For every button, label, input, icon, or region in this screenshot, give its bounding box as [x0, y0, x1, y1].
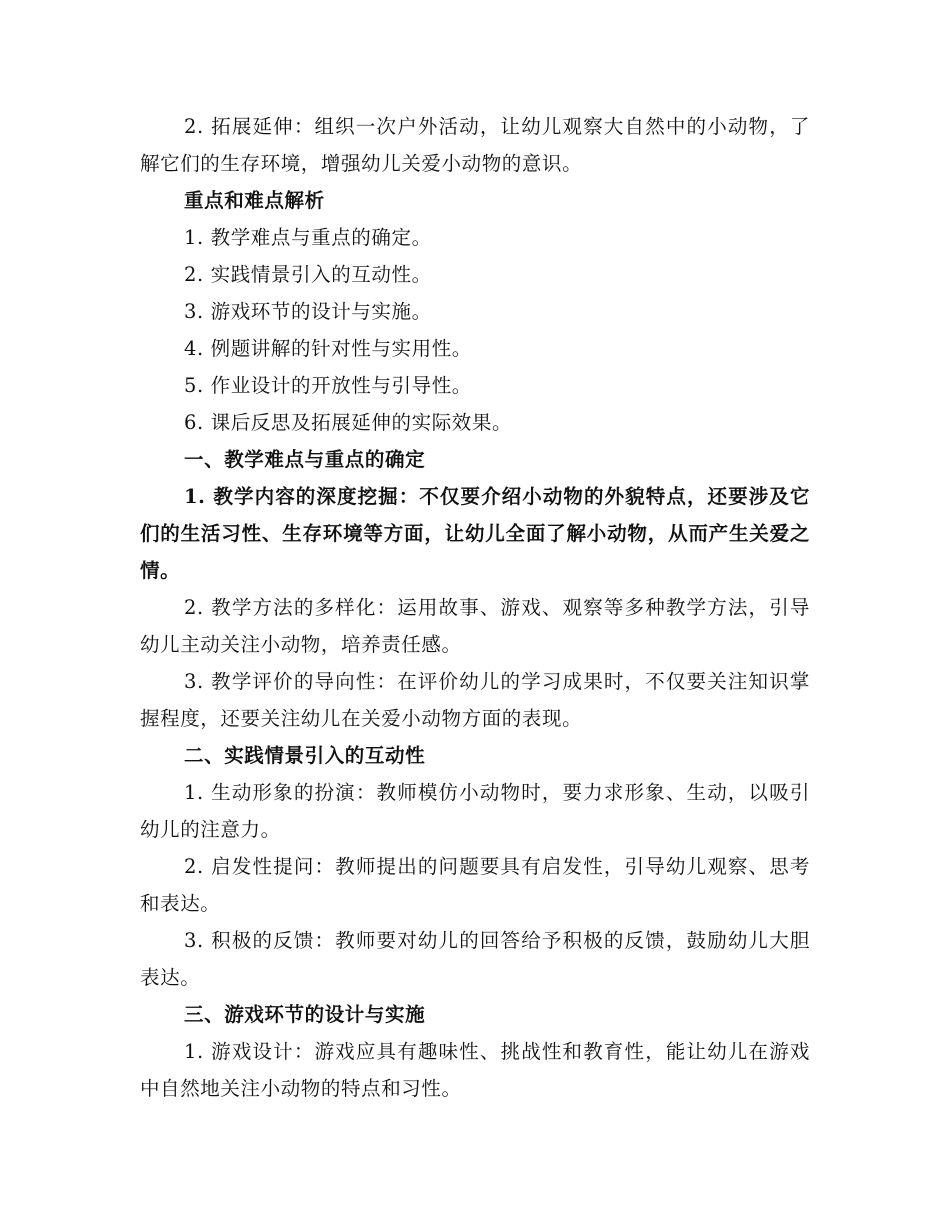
paragraph-extension: 2. 拓展延伸：组织一次户外活动，让幼儿观察大自然中的小动物，了解它们的生存环境，增强幼儿关爱小动物的意识。 [140, 115, 810, 175]
list-item: 6. 课后反思及拓展延伸的实际效果。 [184, 411, 513, 434]
list-item: 2. 实践情景引入的互动性。 [184, 263, 432, 286]
section-heading-1: 一、教学难点与重点的确定 [184, 448, 426, 471]
list-item: 3. 游戏环节的设计与实施。 [184, 300, 432, 323]
paragraph: 3. 积极的反馈：教师要对幼儿的回答给予积极的反馈，鼓励幼儿大胆表达。 [140, 929, 810, 989]
paragraph: 2. 启发性提问：教师提出的问题要具有启发性，引导幼儿观察、思考和表达。 [140, 855, 810, 915]
list-item: 5. 作业设计的开放性与引导性。 [184, 374, 472, 397]
list-item: 1. 教学难点与重点的确定。 [184, 226, 432, 249]
document-body [140, 108, 810, 1107]
list-item: 4. 例题讲解的针对性与实用性。 [184, 337, 472, 360]
paragraph-bold: 1. 教学内容的深度挖掘：不仅要介绍小动物的外貌特点，还要涉及它们的生活习性、生存环境等方面，让幼儿全面了解小动物，从而产生关爱之情。 [140, 485, 810, 582]
paragraph: 3. 教学评价的导向性：在评价幼儿的学习成果时，不仅要关注知识掌握程度，还要关注幼儿在关爱小动物方面的表现。 [140, 670, 810, 730]
paragraph: 1. 生动形象的扮演：教师模仿小动物时，要力求形象、生动，以吸引幼儿的注意力。 [140, 781, 810, 841]
heading-key-points: 重点和难点解析 [184, 189, 325, 212]
section-heading-2: 二、实践情景引入的互动性 [184, 744, 426, 767]
section-heading-3: 三、游戏环节的设计与实施 [184, 1003, 426, 1026]
paragraph: 2. 教学方法的多样化：运用故事、游戏、观察等多种教学方法，引导幼儿主动关注小动物，培养责任感。 [140, 596, 810, 656]
paragraph: 1. 游戏设计：游戏应具有趣味性、挑战性和教育性，能让幼儿在游戏中自然地关注小动物的特点和习性。 [140, 1040, 810, 1100]
